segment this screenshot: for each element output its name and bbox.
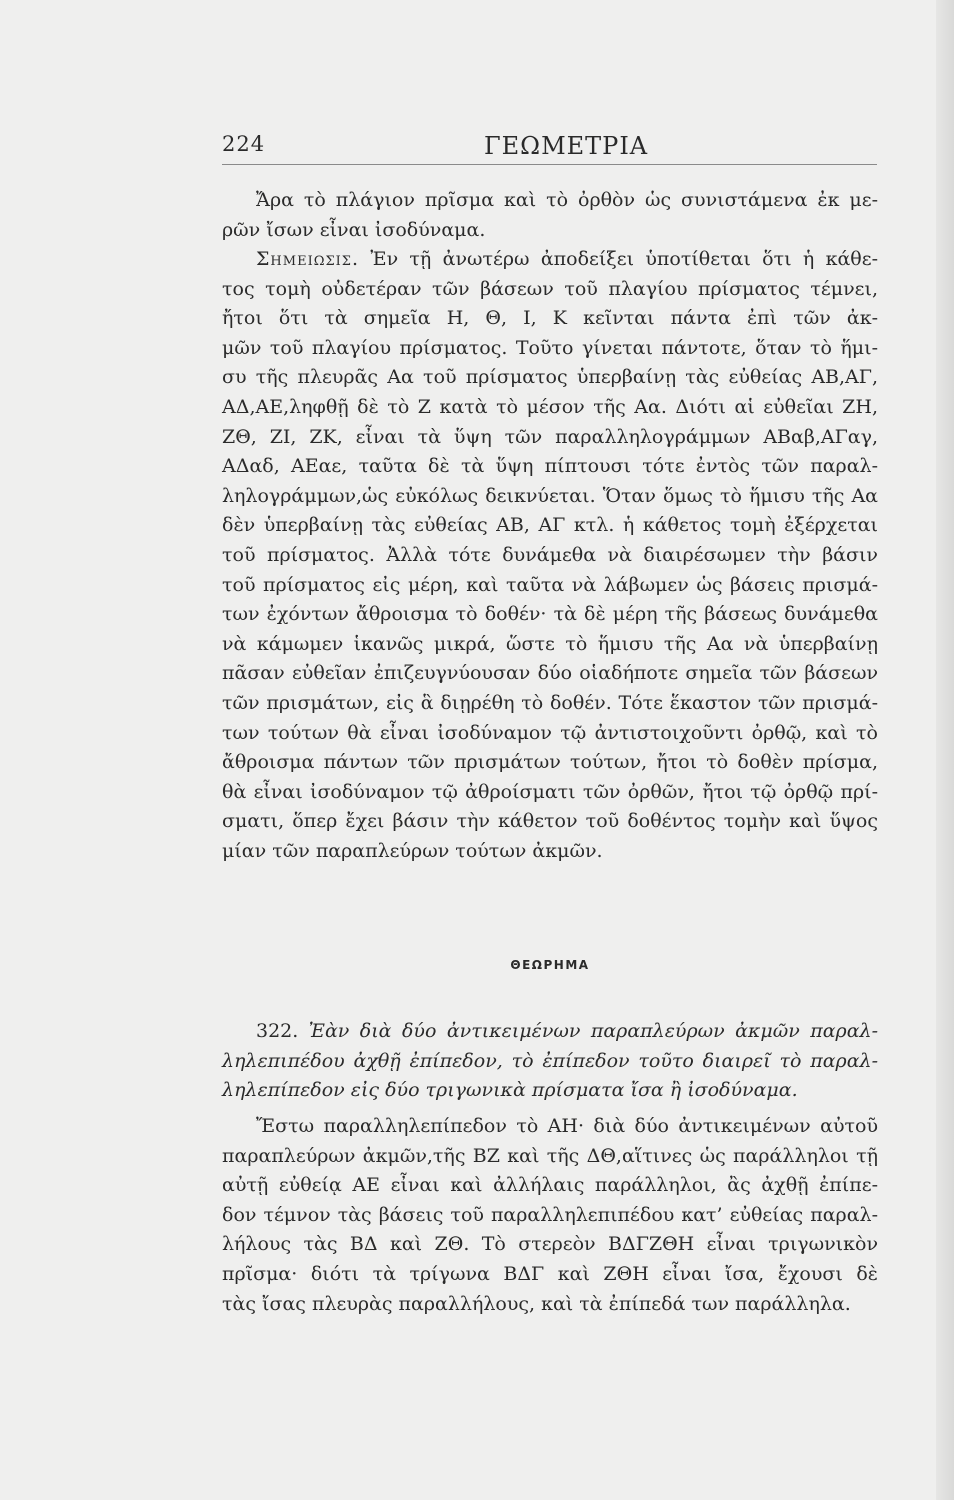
theorem-first-line: Ἐὰν διὰ δύο ἀντικειμένων παραπλεύρων ἀκμῶν παραλ- xyxy=(308,1020,879,1042)
text-line: παραπλεύρων ἀκμῶν,τῆς ΒΖ καὶ τῆς ΔΘ,αἵτινες ὡς παράλληλοι τῇ xyxy=(222,1144,878,1167)
theorem-heading: ΘΕΩΡΗΜΑ xyxy=(510,958,590,972)
text-line: μίαν τῶν παραπλεύρων τούτων ἀκμῶν. xyxy=(222,839,603,862)
theorem-statement xyxy=(222,1016,878,1105)
proof-paragraph xyxy=(222,1111,878,1318)
text-line: τοῦ πρίσματος εἰς μέρη, καὶ ταῦτα νὰ λάβωμεν ὡς βάσεις πρισμά- xyxy=(222,573,878,596)
text-line: ΑΔ,ΑΕ,ληφθῇ δὲ τὸ Ζ κατὰ τὸ μέσον τῆς Αα. Διότι αἱ εὐθεῖαι ΖΗ, xyxy=(222,395,878,418)
text-line: τοῦ πρίσματος. Ἀλλὰ τότε δυνάμεθα νὰ διαιρέσωμεν τὴν βάσιν xyxy=(222,543,878,566)
text-line: λήλους τὰς ΒΔ καὶ ΖΘ. Τὸ στερεὸν ΒΔΓΖΘΗ εἶναι τριγωνικὸν xyxy=(222,1233,878,1256)
text-line: ΖΘ, ΖΙ, ΖΚ, εἶναι τὰ ὕψη τῶν παραλληλογράμμων ΑΒαβ,ΑΓαγ, xyxy=(222,425,878,448)
notes-label: Σημειωσις. xyxy=(256,248,360,270)
notes-first-line: Ἐν τῇ ἀνωτέρω ἀποδείξει ὑποτίθεται ὅτι ἡ κάθε- xyxy=(370,248,878,270)
text-line: νὰ κάμωμεν ἱκανῶς μικρά, ὥστε τὸ ἥμισυ τῆς Αα νὰ ὑπερβαίνῃ xyxy=(222,632,878,655)
notes-paragraph xyxy=(222,245,878,866)
page-header xyxy=(222,128,877,168)
text-line: τῶν πρισμάτων, εἰς ἃ διῃρέθη τὸ δοθέν. Τότε ἕκαστον τῶν πρισμά- xyxy=(222,691,878,714)
text-line xyxy=(222,245,878,275)
header-rule xyxy=(222,164,877,165)
text-line: ληλογράμμων,ὡς εὐκόλως δεικνύεται. Ὅταν ὅμως τὸ ἥμισυ τῆς Αα xyxy=(222,484,878,507)
text-line: Ἔστω παραλληλεπίπεδον τὸ ΑΗ· διὰ δύο ἀντικειμένων αὐτοῦ xyxy=(256,1115,878,1137)
text-line: Ἄρα τὸ πλάγιον πρῖσμα καὶ τὸ ὀρθὸν ὡς συνιστάμενα ἐκ με- xyxy=(256,189,878,211)
text-line: των τούτων θὰ εἶναι ἰσοδύναμον τῷ ἀντιστοιχοῦντι ὀρθῷ, καὶ τὸ xyxy=(222,721,878,744)
text-line: ληλεπίπεδον εἰς δύο τριγωνικὰ πρίσματα ἴσα ἢ ἰσοδύναμα. xyxy=(222,1079,798,1102)
page-number: 224 xyxy=(222,132,266,156)
running-title: ΓΕΩΜΕΤΡΙΑ xyxy=(484,132,649,160)
text-line: θὰ εἶναι ἰσοδύναμον τῷ ἀθροίσματι τῶν ὀρθῶν, ἤτοι τῷ ὀρθῷ πρί- xyxy=(222,780,878,803)
text-line: ΑΔαδ, ΑΕαε, ταῦτα δὲ τὰ ὕψη πίπτουσι τότε ἐντὸς τῶν παραλ- xyxy=(222,455,878,478)
text-line: τὰς ἴσας πλευρὰς παραλλήλους, καὶ τὰ ἐπίπεδά των παράλληλα. xyxy=(222,1292,851,1315)
text-line: πᾶσαν εὐθεῖαν ἐπιζευγνύουσαν δύο οἱαδήποτε σημεῖα τῶν βάσεων xyxy=(222,662,878,685)
text-line: των ἐχόντων ἄθροισμα τὸ δοθέν· τὰ δὲ μέρη τῆς βάσεως δυνάμεθα xyxy=(222,603,878,626)
text-line: μῶν τοῦ πλαγίου πρίσματος. Τοῦτο γίνεται πάντοτε, ὅταν τὸ ἥμι- xyxy=(222,336,878,359)
text-line: ἄθροισμα πάντων τῶν πρισμάτων τούτων, ἤτοι τὸ δοθὲν πρίσμα, xyxy=(222,751,878,774)
text-line: ρῶν ἴσων εἶναι ἰσοδύναμα. xyxy=(222,218,486,241)
text-line: πρῖσμα· διότι τὰ τρίγωνα ΒΔΓ καὶ ΖΘΗ εἶναι ἴσα, ἔχουσι δὲ xyxy=(222,1262,878,1285)
text-line: σματι, ὅπερ ἔχει βάσιν τὴν κάθετον τοῦ δοθέντος τομὴν καὶ ὕψος xyxy=(222,810,878,833)
text-line: τος τομὴ οὐδετέραν τῶν βάσεων τοῦ πλαγίου πρίσματος τέμνει, xyxy=(222,277,878,300)
text-line: δὲν ὑπερβαίνῃ τὰς εὐθείας ΑΒ, ΑΓ κτλ. ἡ κάθετος τομὴ ἐξέρχεται xyxy=(222,514,878,537)
text-line: δον τέμνον τὰς βάσεις τοῦ παραλληλεπιπέδου κατ’ εὐθείας παραλ- xyxy=(222,1203,878,1226)
theorem-number: 322. xyxy=(256,1020,299,1042)
text-line xyxy=(222,1016,878,1046)
text-line: συ τῆς πλευρᾶς Αα τοῦ πρίσματος ὑπερβαίνῃ τὰς εὐθείας ΑΒ,ΑΓ, xyxy=(222,366,878,389)
paragraph-conclusion xyxy=(222,186,878,245)
text-line: ληλεπιπέδου ἀχθῇ ἐπίπεδον, τὸ ἐπίπεδον τοῦτο διαιρεῖ τὸ παραλ- xyxy=(222,1049,878,1072)
page-edge xyxy=(936,0,954,1500)
text-line: αὐτῇ εὐθείᾳ ΑΕ εἶναι καὶ ἀλλήλαις παράλληλοι, ἂς ἀχθῇ ἐπίπε- xyxy=(222,1174,878,1197)
text-line: ἤτοι ὅτι τὰ σημεῖα Η, Θ, Ι, Κ κεῖνται πάντα ἐπὶ τῶν ἀκ- xyxy=(222,307,878,330)
